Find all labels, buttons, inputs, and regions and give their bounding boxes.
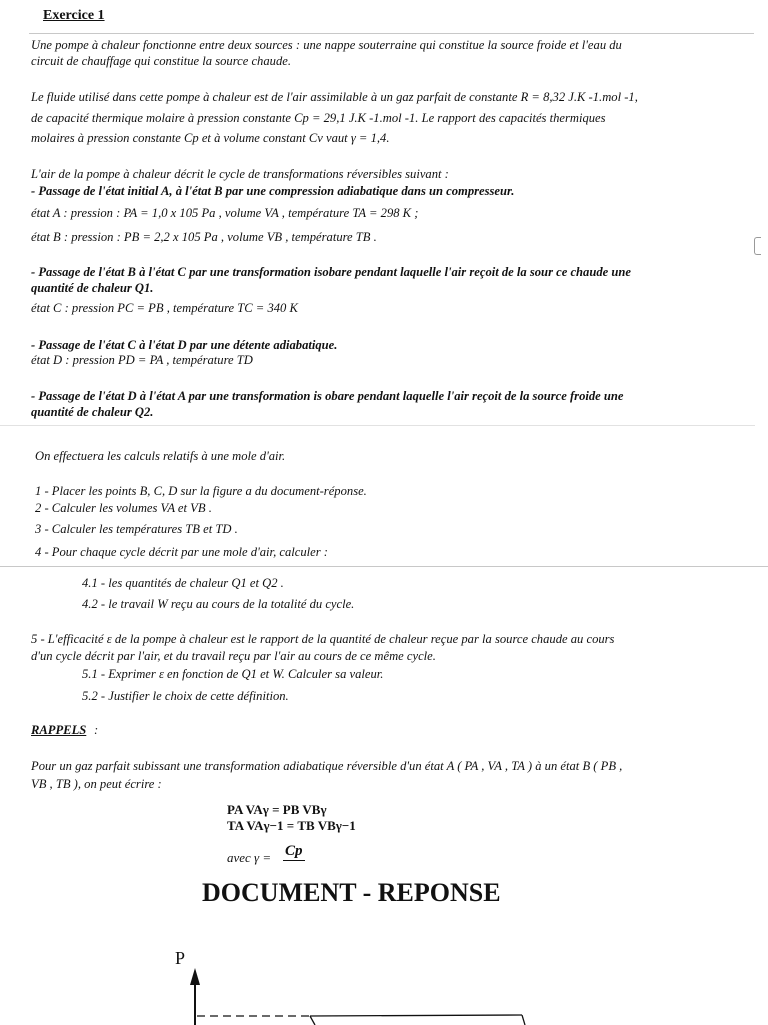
document-reponse-title: DOCUMENT - REPONSE: [202, 878, 501, 907]
rappels-title-colon: :: [94, 723, 99, 737]
scroll-handle[interactable]: [754, 237, 761, 255]
question-2: 2 - Calculer les volumes VA et VB .: [35, 501, 212, 515]
transition-ab-title: - Passage de l'état initial A, à l'état B par une compression adiabatique dans un compresseur.: [31, 184, 515, 198]
page-break-2: [0, 566, 768, 567]
question-4: 4 - Pour chaque cycle décrit par une mole d'air, calculer :: [35, 545, 328, 559]
intro-line-2: circuit de chauffage qui constitue la source chaude.: [31, 54, 291, 68]
isobar-top-line: [310, 1015, 522, 1016]
transition-bc-title-1: - Passage de l'état B à l'état C par une transformation isobare pendant laquelle l'air reçoit de la sour ce chaude une: [31, 265, 631, 279]
rappels-title: RAPPELS: [31, 723, 87, 737]
separator-top: [29, 33, 754, 34]
question-5-2: 5.2 - Justifier le choix de cette définition.: [82, 689, 289, 703]
pv-diagram: [170, 965, 570, 1025]
fluid-line-2: de capacité thermique molaire à pression constante Cp = 29,1 J.K -1.mol -1. Le rapport des capacités thermiques: [31, 111, 606, 125]
transition-da-title-2: quantité de chaleur Q2.: [31, 405, 154, 419]
formula-gamma-prefix: avec γ =: [227, 850, 272, 865]
question-5-line-2: d'un cycle décrit par l'air, et du travail reçu par l'air au cours de ce même cycle.: [31, 649, 436, 663]
transition-bc-title-2: quantité de chaleur Q1.: [31, 281, 154, 295]
question-4-1: 4.1 - les quantités de chaleur Q1 et Q2 .: [82, 576, 284, 590]
cycle-intro: L'air de la pompe à chaleur décrit le cycle de transformations réversibles suivant :: [31, 167, 449, 181]
question-1: 1 - Placer les points B, C, D sur la figure a du document-réponse.: [35, 484, 367, 498]
question-5-line-1: 5 - L'efficacité ε de la pompe à chaleur est le rapport de la quantité de chaleur reçue par la source chaude au cours: [31, 632, 615, 646]
transition-da-title-1: - Passage de l'état D à l'état A par une transformation is obare pendant laquelle l'air reçoit de la source froide une: [31, 389, 624, 403]
intro-line-1: Une pompe à chaleur fonctionne entre deux sources : une nappe souterraine qui constitue la source froide et l'eau du: [31, 38, 622, 52]
axis-p-arrowhead: [190, 968, 200, 985]
transition-cd-title: - Passage de l'état C à l'état D par une détente adiabatique.: [31, 338, 338, 352]
fluid-line-1: Le fluide utilisé dans cette pompe à chaleur est de l'air assimilable à un gaz parfait de constante R = 8,32 J.K -1.mol -1,: [31, 90, 638, 104]
questions-intro: On effectuera les calculs relatifs à une mole d'air.: [35, 449, 286, 463]
formula-pv-gamma: PA VAγ = PB VBγ: [227, 802, 327, 817]
rappels-line-1: Pour un gaz parfait subissant une transformation adiabatique réversible d'un état A ( PA , VA , TA ) à un état B ( PB ,: [31, 759, 623, 773]
formula-tv-gamma: TA VAγ−1 = TB VBγ−1: [227, 818, 356, 833]
state-c: état C : pression PC = PB , température TC = 340 K: [31, 301, 298, 315]
formula-gamma-fraction: Cp: [285, 843, 303, 859]
state-d: état D : pression PD = PA , température TD: [31, 353, 253, 367]
question-5-1: 5.1 - Exprimer ε en fonction de Q1 et W. Calculer sa valeur.: [82, 667, 384, 681]
question-4-2: 4.2 - le travail W reçu au cours de la totalité du cycle.: [82, 597, 355, 611]
state-b: état B : pression : PB = 2,2 x 105 Pa , volume VB , température TB .: [31, 230, 377, 244]
page-break-1: [0, 425, 755, 426]
exercise-title: Exercice 1: [43, 8, 105, 23]
state-a: état A : pression : PA = 1,0 x 105 Pa , volume VA , température TA = 298 K ;: [31, 206, 419, 220]
fluid-line-3: molaires à pression constante Cp et à volume constant Cv vaut γ = 1,4.: [31, 131, 390, 145]
axis-p-label: P: [175, 948, 186, 968]
question-3: 3 - Calculer les températures TB et TD .: [35, 522, 238, 536]
rappels-line-2: VB , TB ), on peut écrire :: [31, 777, 162, 791]
